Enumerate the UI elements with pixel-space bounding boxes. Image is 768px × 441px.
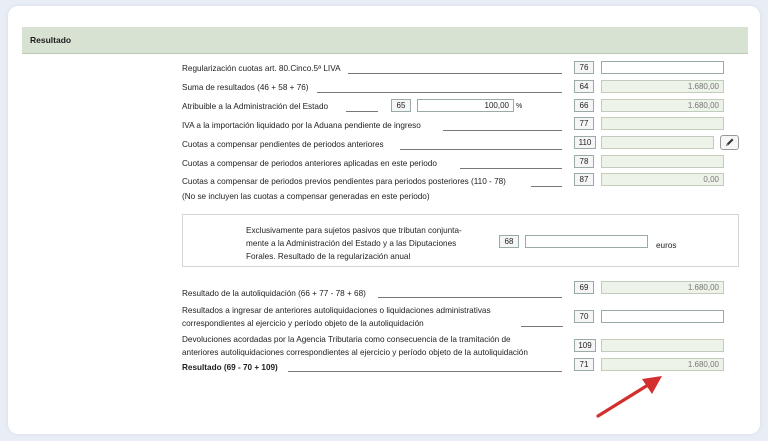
field-71-result: 1.680,00 [601,358,724,371]
label-78: Cuotas a compensar de periodos anteriores aplicadas en este periodo [182,159,437,168]
leader-87 [531,186,562,187]
box-number-76: 76 [574,61,594,74]
field-110 [601,136,714,149]
leader-77 [443,130,562,131]
unit-euros: euros [656,241,677,250]
label-64: Suma de resultados (46 + 58 + 76) [182,83,309,92]
label-87: Cuotas a compensar de periodos previos pendientes para periodos posteriores (110 - 78) [182,177,506,186]
label-71: Resultado (69 - 70 + 109) [182,363,278,372]
field-109 [601,339,724,352]
field-64: 1.680,00 [601,80,724,93]
box-number-77: 77 [574,117,594,130]
label-77: IVA a la importación liquidado por la Aduana pendiente de ingreso [182,121,421,130]
field-66: 1.680,00 [601,99,724,112]
label-70-line1: Resultados a ingresar de anteriores autoliquidaciones o liquidaciones administrativas [182,306,491,315]
red-arrow-icon [594,374,670,422]
field-78 [601,155,724,168]
percent-unit: % [516,103,523,110]
section-header: Resultado [22,27,748,54]
edit-110-button[interactable] [720,135,739,150]
box-number-110: 110 [574,136,596,149]
input-76[interactable] [601,61,724,74]
box-number-69: 69 [574,281,594,294]
box-number-87: 87 [574,173,594,186]
label-76: Regularización cuotas art. 80.Cinco.5ª LIVA [182,64,341,73]
box-number-66: 66 [574,99,594,112]
field-87: 0,00 [601,173,724,186]
label-68-line3: Forales. Resultado de la regularización anual [246,252,411,261]
box-number-65: 65 [391,99,411,112]
label-69: Resultado de la autoliquidación (66 + 77 - 78 + 68) [182,289,366,298]
leader-110 [400,149,562,150]
field-77 [601,117,724,130]
box-number-68: 68 [499,235,519,248]
leader-65 [346,111,378,112]
input-70[interactable] [601,310,724,323]
label-65: Atribuible a la Administración del Estado [182,102,329,111]
leader-70 [521,326,563,327]
form-card [8,6,760,434]
field-69: 1.680,00 [601,281,724,294]
label-68-line1: Exclusivamente para sujetos pasivos que tributan conjunta- [246,226,462,235]
label-109-line2: anteriores autoliquidaciones correspondientes al ejercicio y período objeto de la autoliquidación [182,348,528,357]
box-number-70: 70 [574,310,594,323]
box-number-71: 71 [574,358,594,371]
pencil-icon [721,136,738,149]
box-number-78: 78 [574,155,594,168]
leader-71 [288,371,562,372]
note-87: (No se incluyen las cuotas a compensar generadas en este periodo) [182,192,430,201]
label-70-line2: correspondientes al ejercicio y período objeto de la autoliquidación [182,319,424,328]
label-110: Cuotas a compensar pendientes de periodos anteriores [182,140,384,149]
input-68[interactable] [525,235,648,248]
input-65-percentage[interactable]: 100,00 [417,99,514,112]
label-68-line2: mente a la Administración del Estado y a las Diputaciones [246,239,457,248]
leader-64 [317,92,562,93]
leader-69 [378,297,562,298]
label-109-line1: Devoluciones acordadas por la Agencia Tributaria como consecuencia de la tramitación de [182,335,511,344]
box-number-109: 109 [574,339,596,352]
box-number-64: 64 [574,80,594,93]
leader-76 [348,73,562,74]
leader-78 [460,168,562,169]
